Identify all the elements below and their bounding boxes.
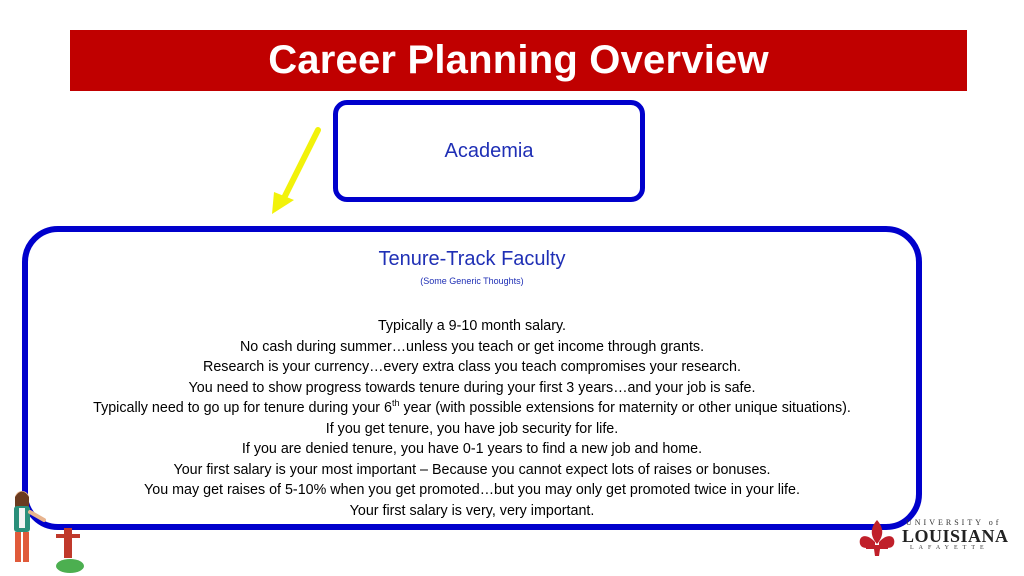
card-line: No cash during summer…unless you teach or get income through grants.	[239, 338, 705, 355]
card-lines	[28, 316, 916, 521]
logo-university-text: UNIVERSITY of	[906, 518, 1002, 527]
academia-box	[333, 100, 645, 202]
card-line-part: year (with possible extensions for maternity or other unique situations).	[399, 400, 851, 416]
card-line-part: Typically need to go up for tenure during your 6	[93, 400, 392, 416]
card-subheading: (Some Generic Thoughts)	[420, 276, 524, 286]
card-line: You may get raises of 5-10% when you get promoted…but you may only get promoted twice in your life.	[144, 482, 800, 498]
tenure-track-card	[22, 226, 922, 530]
card-line: Research is your currency…every extra class you teach compromises your research.	[203, 359, 741, 375]
card-line: Your first salary is very, very important.	[349, 502, 595, 519]
card-line: Your first salary is your most important – Because you cannot expect lots of raises or bonuses.	[173, 461, 771, 478]
card-line: You need to show progress towards tenure during your first 3 years…and your job is safe.	[188, 379, 756, 396]
card-heading: Tenure-Track Faculty	[378, 248, 566, 270]
card-line: If you are denied tenure, you have 0-1 years to find a new job and home.	[241, 441, 703, 457]
university-logo	[856, 514, 1009, 562]
arrow-icon	[268, 126, 324, 218]
logo-state-text: LOUISIANA	[902, 526, 1009, 546]
fleur-de-lis-icon	[856, 518, 898, 558]
card-line-superscript: th	[391, 398, 400, 409]
card-line: If you get tenure, you have job security for life.	[325, 420, 619, 437]
title-bar	[70, 30, 967, 91]
academia-label: Academia	[444, 139, 534, 162]
logo-city-text: LAFAYETTE	[910, 545, 989, 551]
card-line: Typically a 9-10 month salary.	[377, 318, 567, 334]
slide-title: Career Planning Overview	[268, 38, 769, 82]
person-illustration-icon	[4, 488, 88, 574]
card-line	[28, 398, 916, 419]
